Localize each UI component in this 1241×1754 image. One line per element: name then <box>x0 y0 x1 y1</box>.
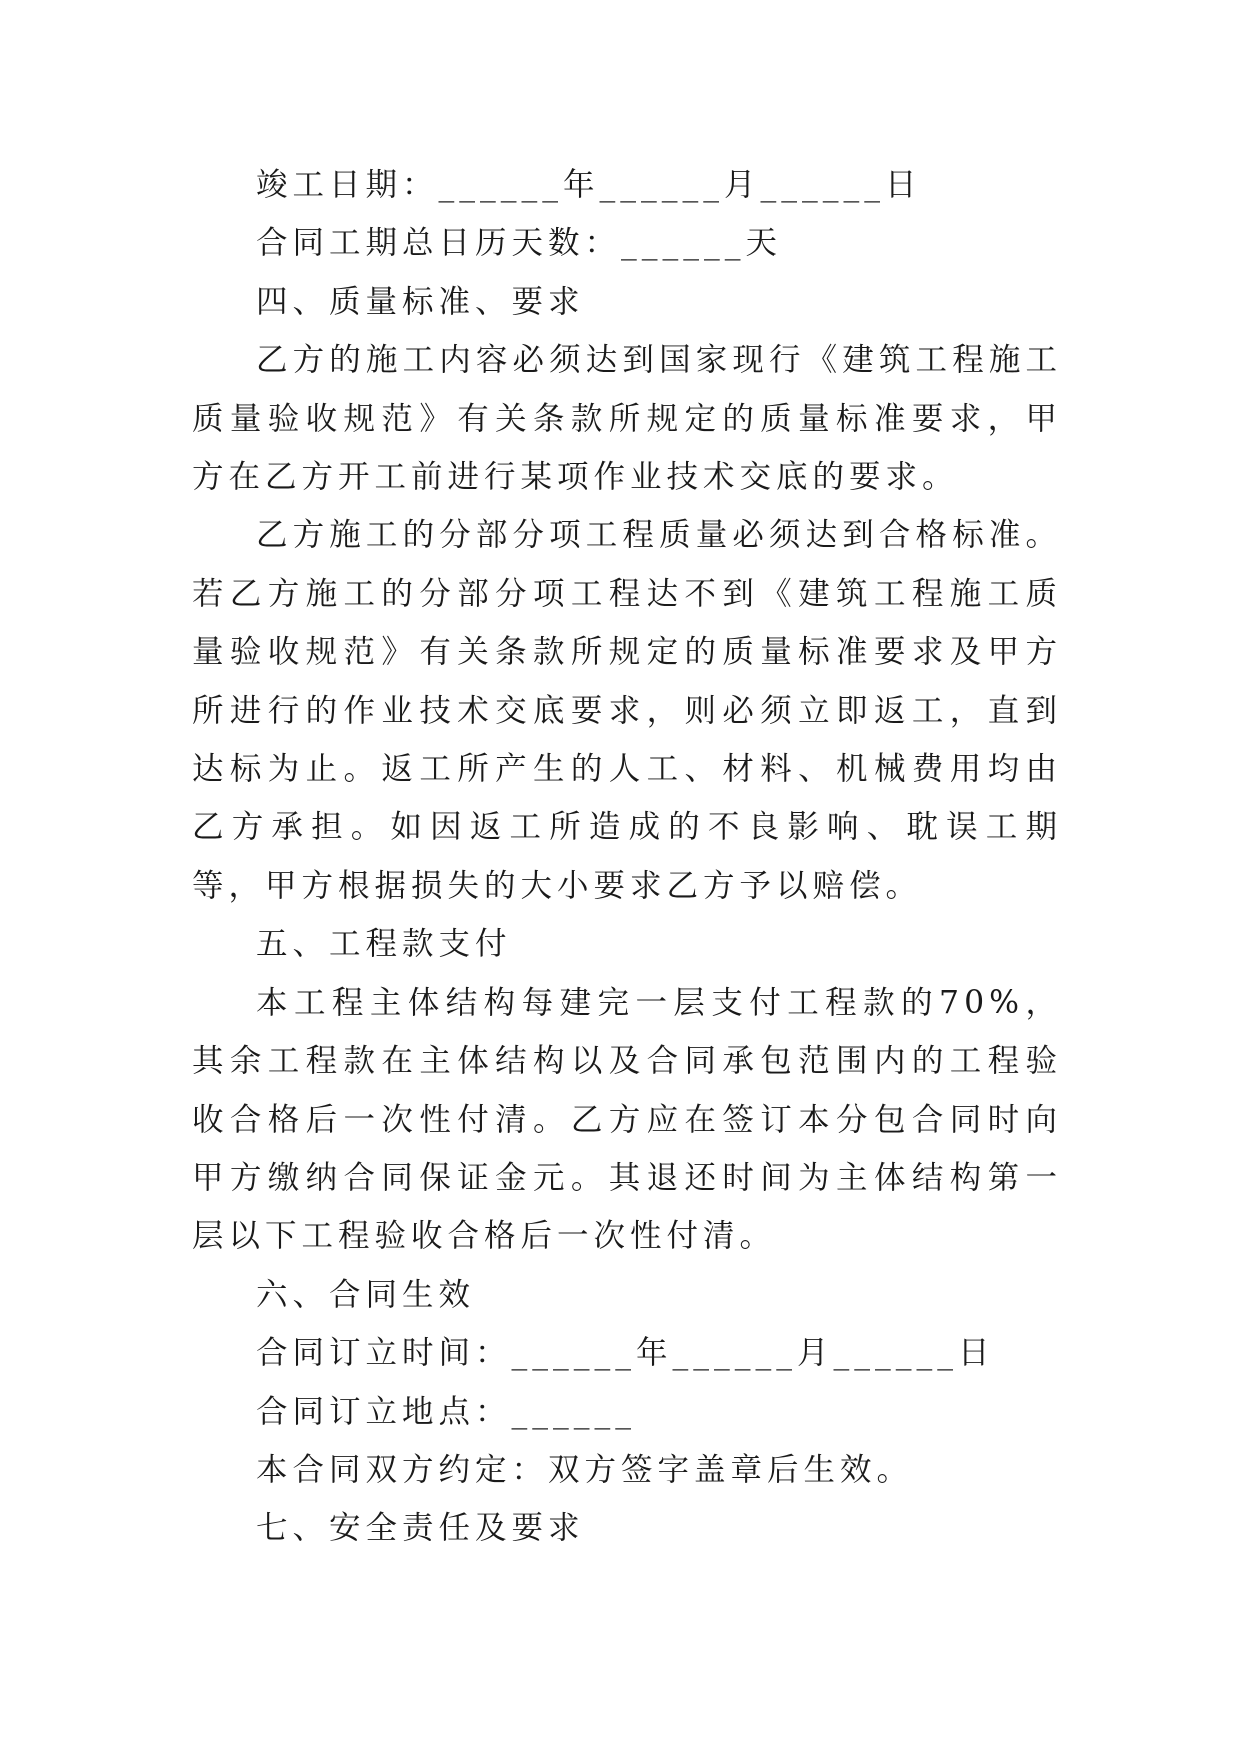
completion-date-line: 竣工日期：______年______月______日 <box>256 167 922 203</box>
effect-clause-line: 本合同双方约定：双方签字盖章后生效。 <box>256 1451 914 1488</box>
sign-place-line: 合同订立地点：______ <box>256 1393 637 1430</box>
section-7-heading: 七、安全责任及要求 <box>256 1510 585 1547</box>
section-6-heading: 六、合同生效 <box>256 1276 476 1313</box>
total-days-line: 合同工期总日历天数：______天 <box>256 225 783 262</box>
section-5-paragraph-1: 本工程主体结构每建完一层支付工程款的70%，其余工程款在主体结构以及合同承包范围内的工程验收合格后一次性付清。乙方应在签订本分包合同时向甲方缴纳合同保证金元。其退还时间为主体结构第一层以下工程验收合格后一次性付清。 <box>192 984 1062 1255</box>
section-4-paragraph-2: 乙方施工的分部分项工程质量必须达到合格标准。若乙方施工的分部分项工程达不到《建筑工程施工质量验收规范》有关条款所规定的质量标准要求及甲方所进行的作业技术交底要求，则必须立即返工，直到达标为止。返工所产生的人工、材料、机械费用均由乙方承担。如因返工所造成的不良影响、耽误工期等，甲方根据损失的大小要求乙方予以赔偿。 <box>192 517 1062 904</box>
section-5-heading: 五、工程款支付 <box>256 926 512 963</box>
section-4-paragraph-1: 乙方的施工内容必须达到国家现行《建筑工程施工质量验收规范》有关条款所规定的质量标准要求，甲方在乙方开工前进行某项作业技术交底的要求。 <box>192 342 1062 496</box>
document-body <box>192 156 1062 1558</box>
section-4-heading: 四、质量标准、要求 <box>256 283 585 320</box>
sign-date-line: 合同订立时间：______年______月______日 <box>256 1335 995 1372</box>
